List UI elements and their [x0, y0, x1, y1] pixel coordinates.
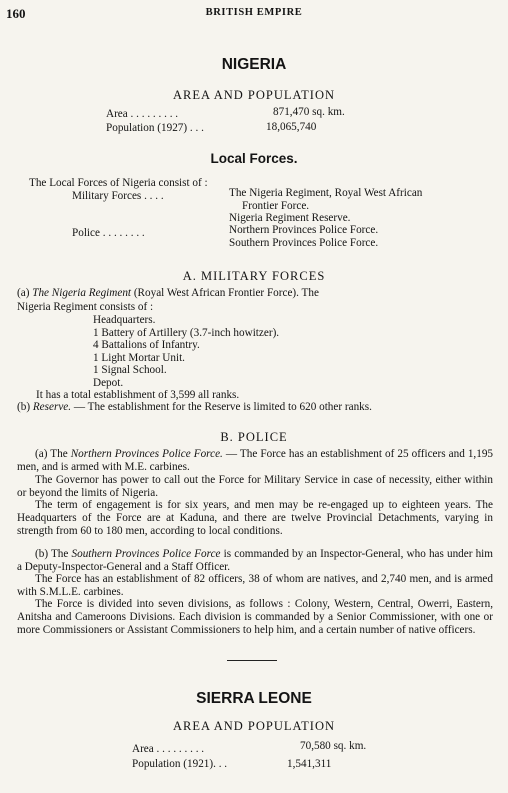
sierra-leone-population-label: Population (1921). . . [132, 758, 228, 770]
police-label: Police . . . . . . . . [72, 227, 145, 239]
unit-item: Depot. [93, 376, 124, 389]
unit-item: 1 Signal School. [93, 364, 167, 377]
nigeria-title: NIGERIA [221, 56, 287, 73]
para-prefix: (b) The [35, 548, 69, 560]
sierra-leone-title: SIERRA LEONE [196, 690, 312, 707]
running-head: BRITISH EMPIRE [205, 7, 303, 18]
section-a-heading: A. MILITARY FORCES [182, 269, 326, 283]
para-text: (Royal West African Frontier Force). The [133, 287, 319, 299]
total-establishment: It has a total establishment of 3,599 all ranks. [36, 389, 240, 401]
military-forces-label: Military Forces . . . . [72, 190, 164, 202]
military-forces-item-1a: The Nigeria Regiment, Royal West African [229, 187, 423, 199]
local-forces-intro: The Local Forces of Nigeria consist of : [29, 177, 208, 189]
section-b-heading: B. POLICE [220, 430, 288, 444]
nigeria-regiment-consists: Nigeria Regiment consists of : [17, 301, 154, 313]
local-forces-heading: Local Forces. [210, 151, 298, 166]
nigeria-area-population-heading: AREA AND POPULATION [172, 88, 336, 102]
para-italic: Southern Provinces Police Force [71, 548, 221, 560]
governor-paragraph: The Governor has power to call out the Force for Military Service in case of necessity, either within or beyond the limits of Nigeria. [17, 474, 493, 499]
unit-item: 1 Light Mortar Unit. [93, 351, 185, 364]
reserve-paragraph [17, 401, 493, 414]
military-forces-item-1b: Frontier Force. [242, 200, 310, 212]
para-italic: Northern Provinces Police Force. [70, 448, 223, 460]
para-text: — The Force has an establishment of 25 officers and 1,195 men, and is armed with M.E. carbines. [17, 448, 494, 473]
section-divider [227, 660, 277, 661]
nigeria-population-value: 18,065,740 [266, 121, 317, 133]
unit-list [93, 314, 279, 390]
southern-police-paragraph [17, 548, 493, 574]
para-prefix: (b) [17, 401, 31, 413]
para-italic: The Nigeria Regiment [32, 287, 132, 299]
police-item-2: Southern Provinces Police Force. [229, 237, 379, 249]
para-prefix: (a) [17, 287, 30, 299]
term-of-engagement-paragraph: The term of engagement is for six years, and men may be re-engaged up to eighteen years. The Headquarters of the Force are at Kaduna, and there are twelve Provincial Detachments, varying in strength from 60 to 180 men, according to local conditions. [17, 499, 493, 537]
force-establishment-paragraph: The Force has an establishment of 82 officers, 38 of whom are natives, and 2,740 men, and is armed with S.M.L.E. carbines. [17, 573, 493, 598]
para-text: — The establishment for the Reserve is limited to 620 other ranks. [73, 401, 372, 413]
page-number: 160 [6, 6, 26, 21]
northern-police-paragraph [17, 448, 493, 474]
divisions-paragraph: The Force is divided into seven divisions, as follows : Colony, Western, Central, Owerri, Eastern, Anitsha and Cameroons Divisions. Each division is commanded by a Senior Commissioner, with one or more Commissioners or Assistant Commissioners to help him, and a certain number of native officers. [17, 598, 493, 636]
sierra-leone-area-population-heading: AREA AND POPULATION [172, 719, 336, 733]
sierra-leone-population-value: 1,541,311 [287, 758, 332, 770]
nigeria-regiment-paragraph [17, 287, 493, 300]
sierra-leone-area-label: Area . . . . . . . . . [132, 743, 205, 755]
nigeria-area-value: 871,470 sq. km. [273, 106, 345, 118]
para-italic: Reserve. [32, 401, 72, 413]
unit-item: 1 Battery of Artillery (3.7-inch howitzer). [93, 326, 280, 339]
unit-item: 4 Battalions of Infantry. [93, 339, 200, 352]
para-text: is commanded by an Inspector-General, who has under him a Deputy-Inspector-General and a Staff Officer. [17, 548, 493, 573]
para-prefix: (a) The [35, 448, 68, 460]
nigeria-area-label: Area . . . . . . . . . [106, 108, 179, 120]
military-forces-item-2: Nigeria Regiment Reserve. [229, 212, 351, 224]
police-item-1: Northern Provinces Police Force. [229, 224, 379, 236]
sierra-leone-area-value: 70,580 sq. km. [300, 740, 367, 752]
unit-item: Headquarters. [93, 314, 156, 326]
nigeria-population-label: Population (1927) . . . [106, 122, 204, 134]
